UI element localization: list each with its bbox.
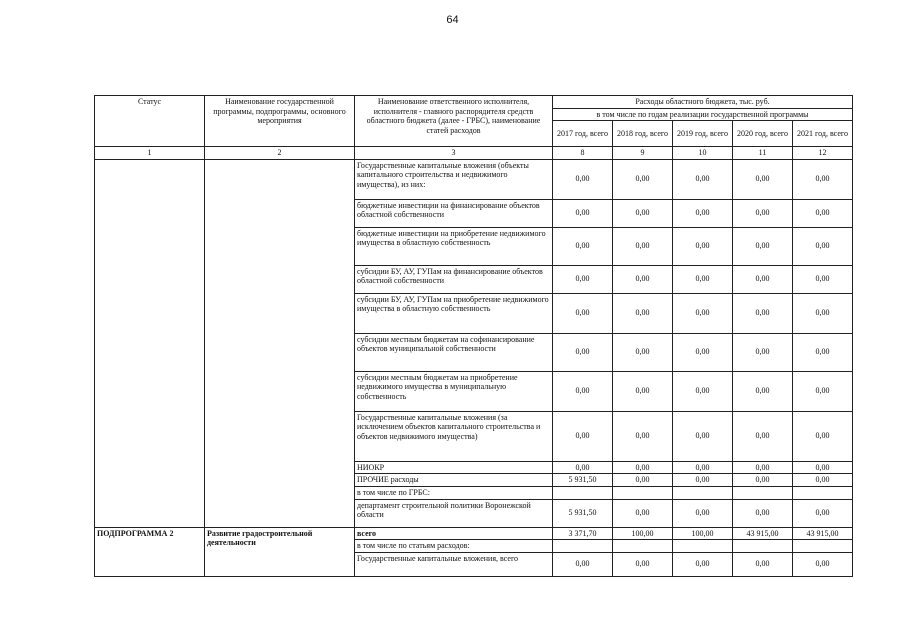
row-value: 0,00 [733, 293, 793, 333]
row-value [613, 486, 673, 499]
row-value: 0,00 [613, 499, 673, 527]
row-value: 0,00 [733, 371, 793, 411]
column-numbers-row [95, 147, 853, 160]
row-value: 0,00 [613, 159, 673, 199]
row-value: 0,00 [673, 461, 733, 474]
row-value: 0,00 [733, 461, 793, 474]
row-label: субсидии БУ, АУ, ГУПам на приобретение недвижимого имущества в областную собственность [355, 293, 553, 333]
row-value [733, 486, 793, 499]
row-value: 0,00 [553, 265, 613, 293]
column-number: 8 [553, 147, 613, 160]
row-value: 0,00 [793, 474, 853, 487]
row-label: НИОКР [355, 461, 553, 474]
row-label: Государственные капитальные вложения (за исключением объектов капитального строительства и объектов недвижимого имущества) [355, 411, 553, 461]
column-number: 10 [673, 147, 733, 160]
row-value: 0,00 [793, 293, 853, 333]
row-value: 0,00 [553, 371, 613, 411]
page-number: 64 [446, 14, 459, 26]
column-number: 11 [733, 147, 793, 160]
row-value: 0,00 [553, 199, 613, 227]
row-value [553, 486, 613, 499]
row-value: 43 915,00 [793, 527, 853, 540]
row-value: 0,00 [793, 371, 853, 411]
row-value: 0,00 [793, 552, 853, 576]
row-value: 0,00 [673, 474, 733, 487]
row-label: бюджетные инвестиции на финансирование объектов областной собственности [355, 199, 553, 227]
subprogram-name: Развитие градостроительной деятельности [205, 527, 355, 576]
row-value: 0,00 [733, 474, 793, 487]
row-value: 0,00 [673, 371, 733, 411]
row-value: 0,00 [793, 199, 853, 227]
row-value: 0,00 [793, 499, 853, 527]
row-value: 0,00 [613, 411, 673, 461]
subprogram-row [95, 527, 853, 540]
row-label: ПРОЧИЕ расходы [355, 474, 553, 487]
budget-table [94, 95, 853, 577]
column-number: 3 [355, 147, 553, 160]
column-number: 1 [95, 147, 205, 160]
row-value [733, 540, 793, 553]
row-value: 0,00 [553, 552, 613, 576]
row-value: 3 371,70 [553, 527, 613, 540]
header-year: 2019 год, всего [673, 121, 733, 147]
row-value: 0,00 [553, 333, 613, 371]
row-value: 0,00 [733, 199, 793, 227]
status-cell-empty [95, 159, 205, 527]
header-program-name: Наименование государственной программы, подпрограммы, основного мероприятия [205, 96, 355, 147]
column-number: 12 [793, 147, 853, 160]
header-status: Статус [95, 96, 205, 147]
row-value: 100,00 [673, 527, 733, 540]
row-value: 0,00 [673, 159, 733, 199]
row-label: Государственные капитальные вложения, всего [355, 552, 553, 576]
row-value: 0,00 [613, 474, 673, 487]
row-value: 0,00 [793, 265, 853, 293]
row-value: 0,00 [553, 293, 613, 333]
row-label: Государственные капитальные вложения (объекты капитального строительства и недвижимого имущества), из них: [355, 159, 553, 199]
table-row [95, 159, 853, 199]
row-value [553, 540, 613, 553]
row-value: 100,00 [613, 527, 673, 540]
row-value: 5 931,50 [553, 499, 613, 527]
row-value: 0,00 [613, 371, 673, 411]
subprogram-status: ПОДПРОГРАММА 2 [95, 527, 205, 576]
row-value [673, 540, 733, 553]
row-value: 0,00 [673, 199, 733, 227]
column-number: 9 [613, 147, 673, 160]
row-value: 0,00 [553, 411, 613, 461]
row-value: 0,00 [673, 411, 733, 461]
header-year: 2018 год, всего [613, 121, 673, 147]
row-value: 43 915,00 [733, 527, 793, 540]
row-value: 0,00 [673, 552, 733, 576]
row-value: 0,00 [613, 199, 673, 227]
header-row-1 [95, 96, 853, 109]
row-value: 0,00 [733, 333, 793, 371]
row-value [793, 486, 853, 499]
row-value: 0,00 [733, 227, 793, 265]
row-value: 0,00 [733, 552, 793, 576]
row-value: 0,00 [733, 411, 793, 461]
header-expenses: Расходы областного бюджета, тыс. руб. [553, 96, 853, 109]
row-value [673, 486, 733, 499]
row-label: департамент строительной политики Воронежской области [355, 499, 553, 527]
row-value: 0,00 [613, 461, 673, 474]
row-value: 0,00 [733, 265, 793, 293]
row-value: 0,00 [553, 159, 613, 199]
row-value: 0,00 [673, 265, 733, 293]
row-label: бюджетные инвестиции на приобретение недвижимого имущества в областную собственность [355, 227, 553, 265]
row-value: 0,00 [673, 333, 733, 371]
row-value: 0,00 [613, 552, 673, 576]
row-value: 0,00 [793, 159, 853, 199]
row-value: 0,00 [613, 227, 673, 265]
header-year: 2017 год, всего [553, 121, 613, 147]
row-value: 0,00 [793, 411, 853, 461]
row-value [793, 540, 853, 553]
program-cell-empty [205, 159, 355, 527]
row-value: 0,00 [733, 499, 793, 527]
row-value: 0,00 [793, 227, 853, 265]
column-number: 2 [205, 147, 355, 160]
row-label: субсидии местным бюджетам на приобретение недвижимого имущества в муниципальную собственность [355, 371, 553, 411]
header-year: 2020 год, всего [733, 121, 793, 147]
row-value: 0,00 [553, 227, 613, 265]
row-value: 0,00 [733, 159, 793, 199]
row-value: 0,00 [673, 499, 733, 527]
row-label: в том числе по статьям расходов: [355, 540, 553, 553]
row-value: 0,00 [673, 293, 733, 333]
header-executor: Наименование ответственного исполнителя, исполнителя - главного распорядителя средств областного бюджета (далее - ГРБС), наименование статей расходов [355, 96, 553, 147]
row-label: в том числе по ГРБС: [355, 486, 553, 499]
row-value: 0,00 [673, 227, 733, 265]
row-value: 0,00 [613, 265, 673, 293]
row-label: всего [355, 527, 553, 540]
row-value: 5 931,50 [553, 474, 613, 487]
row-label: субсидии местным бюджетам на софинансирование объектов муниципальной собственности [355, 333, 553, 371]
row-value [613, 540, 673, 553]
header-by-years: в том числе по годам реализации государственной программы [553, 108, 853, 121]
row-value: 0,00 [553, 461, 613, 474]
row-value: 0,00 [793, 333, 853, 371]
header-year: 2021 год, всего [793, 121, 853, 147]
row-label: субсидии БУ, АУ, ГУПам на финансирование объектов областной собственности [355, 265, 553, 293]
row-value: 0,00 [613, 293, 673, 333]
row-value: 0,00 [613, 333, 673, 371]
row-value: 0,00 [793, 461, 853, 474]
